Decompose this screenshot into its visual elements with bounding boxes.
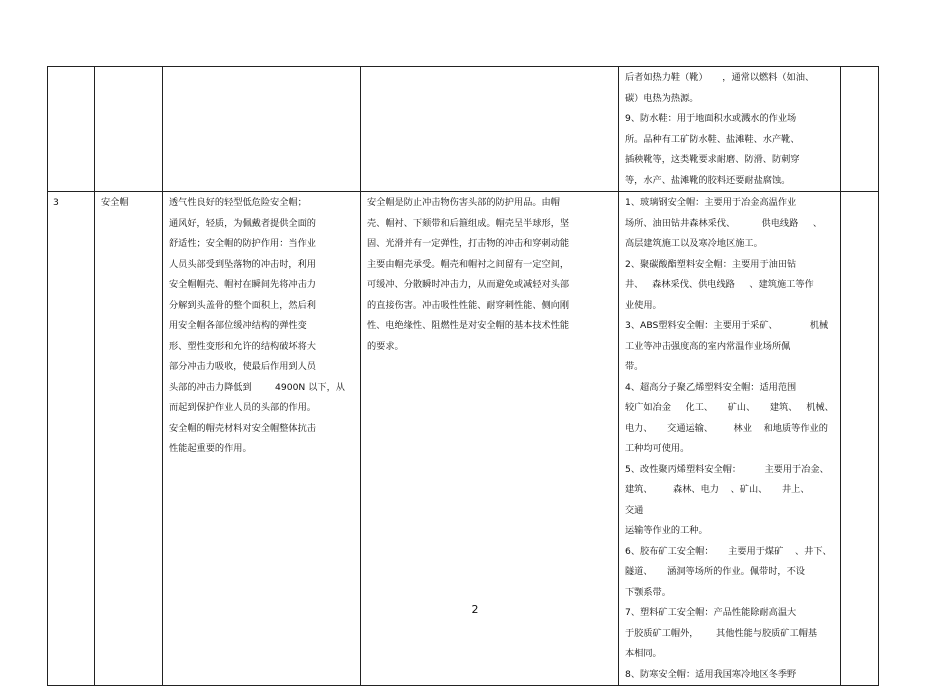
row-number-cell: 3 <box>48 192 95 686</box>
page-number: 2 <box>471 603 479 616</box>
types-usage-cell: 后者如热力鞋（靴） ，通常以燃料（如油、 碳）电热为热源。 9、防水鞋：用于地面积水或溅水的作业场 所。品种有工矿防水鞋、盐滩鞋、水产靴、 插秧靴等，这类靴要求耐磨、防滑、防刺穿 等，水产、盐滩靴的胶料还要耐盐腐蚀。 <box>619 67 841 192</box>
technical-requirement-cell <box>361 67 619 192</box>
protection-principle-cell <box>163 67 361 192</box>
types-usage-cell: 1、玻璃钢安全帽：主要用于冶金高温作业 场所、油田钻井森林采伐、 供电线路 、 高层建筑施工以及寒冷地区施工。 2、聚碳酸酯塑料安全帽：主要用于油田钻 井、 森林采伐、供电线路 、建筑施工等作 业使用。 3、ABS塑料安全帽：主要用于采矿、 机械 工业等冲击强度高的室内常温作业场所佩 带。 4、超高分子聚乙烯塑料安全帽：适用范围 较广如冶金 化工、 矿山、 建筑、 机械、 电力、 交通运输、 林业 和地质等作业的 工种均可使用。 5、改性聚丙烯塑料安全帽： 主要用于冶金、 建筑、 森林、电力 、矿山、 井上、 交通 运输等作业的工种。 6、胶布矿工安全帽： 主要用于煤矿 、井下、 隧道、 涵洞等场所的作业。佩带时，不设 下颚系带。 7、塑料矿工安全帽：产品性能除耐高温大 于胶质矿工帽外， 其他性能与胶质矿工帽基 本相同。 8、防寒安全帽：适用我国寒冷地区冬季野 <box>619 192 841 686</box>
item-name-cell <box>95 67 163 192</box>
table-row <box>48 67 879 192</box>
remark-cell <box>841 67 879 192</box>
row-number-cell <box>48 67 95 192</box>
item-name-cell: 安全帽 <box>95 192 163 686</box>
technical-requirement-cell: 安全帽是防止冲击物伤害头部的防护用品。由帽 壳、帽衬、下颏带和后箍组成。帽壳呈半球形，坚 固、光滑并有一定弹性，打击物的冲击和穿刺动能 主要由帽壳承受。帽壳和帽衬之间留有一定空间， 可缓冲、分散瞬时冲击力，从而避免或减轻对头部 的直接伤害。冲击吸性性能、耐穿刺性能、侧向刚 性、电绝缘性、阻燃性是对安全帽的基本技术性能 的要求。 <box>361 192 619 686</box>
protection-principle-cell: 透气性良好的轻型低危险安全帽； 通风好，轻质，为佩戴者提供全面的 舒适性；安全帽的防护作用：当作业 人员头部受到坠落物的冲击时，利用 安全帽帽壳、帽衬在瞬间先将冲击力 分解到头盖骨的整个面积上，然后利 用安全帽各部位缓冲结构的弹性变 形、塑性变形和允许的结构破坏将大 部分冲击力吸收，使最后作用到人员 头部的冲击力降低到 4900N 以下，从 而起到保护作业人员的头部的作用。 安全帽的帽壳材料对安全帽整体抗击 性能起重要的作用。 <box>163 192 361 686</box>
ppe-table <box>47 66 879 686</box>
